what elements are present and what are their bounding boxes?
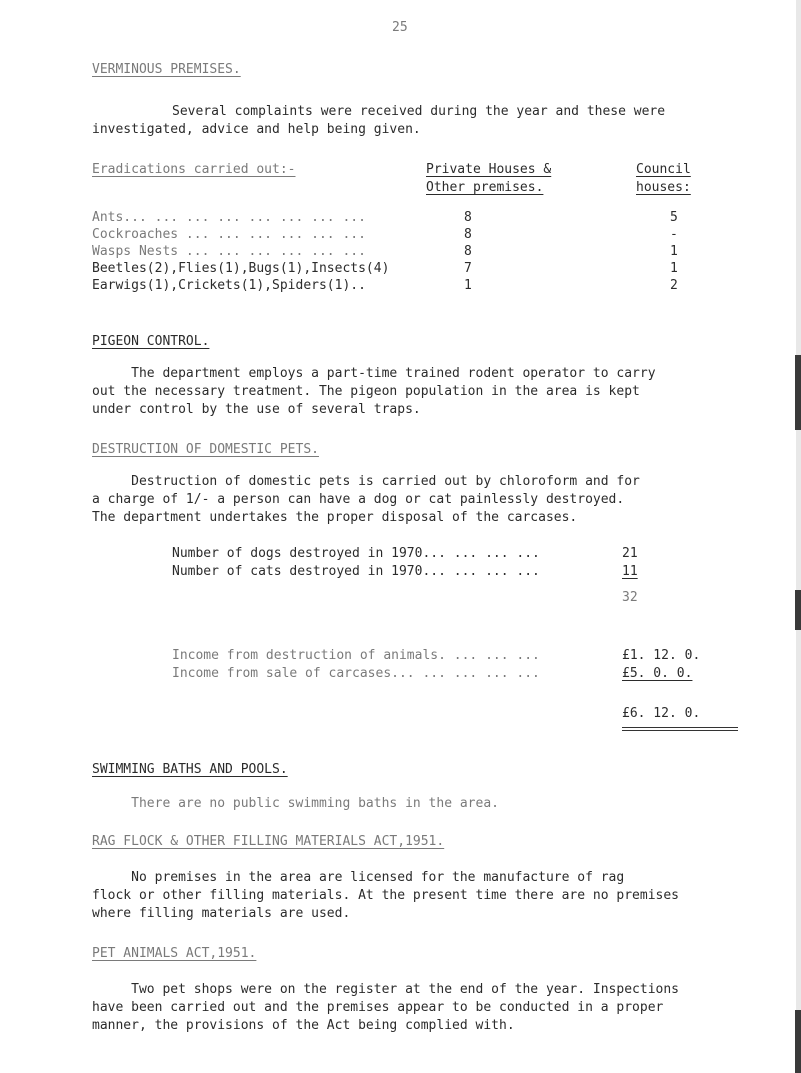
row-label: Wasps Nests ... ... ... ... ... ... bbox=[92, 244, 366, 259]
pigeon-para-line: The department employs a part-time trained rodent operator to carry bbox=[92, 366, 656, 381]
row-council-value: 1 bbox=[670, 261, 678, 276]
pets-para-line: Destruction of domestic pets is carried out by chloroform and for bbox=[92, 474, 640, 489]
section-heading-rag-flock: RAG FLOCK & OTHER FILLING MATERIALS ACT,1951. bbox=[92, 834, 445, 849]
income-total: £6. 12. 0. bbox=[622, 706, 701, 721]
row-council-value: 5 bbox=[670, 210, 678, 225]
cats-destroyed-value: 11 bbox=[622, 564, 638, 579]
row-label: Beetles(2),Flies(1),Bugs(1),Insects(4) bbox=[92, 261, 390, 276]
row-label: Cockroaches ... ... ... ... ... ... bbox=[92, 227, 366, 242]
income-carcases-value: £5. 0. 0. bbox=[622, 666, 693, 681]
column-header-council: houses: bbox=[636, 180, 691, 195]
rag-flock-para-line: flock or other filling materials. At the present time there are no premises bbox=[92, 888, 679, 903]
row-private-value: 8 bbox=[464, 227, 472, 242]
verminous-para-line: Several complaints were received during the year and these were bbox=[172, 104, 666, 119]
scan-edge bbox=[796, 0, 801, 1073]
section-heading-pet-animals: PET ANIMALS ACT,1951. bbox=[92, 946, 257, 961]
section-heading-verminous: VERMINOUS PREMISES. bbox=[92, 62, 241, 77]
swimming-para: There are no public swimming baths in the area. bbox=[92, 796, 499, 811]
column-header-private: Private Houses & bbox=[426, 162, 552, 177]
income-destruction-label: Income from destruction of animals. ... ... ... bbox=[172, 648, 540, 663]
pigeon-para-line: under control by the use of several traps. bbox=[92, 402, 421, 417]
pet-animals-para-line: have been carried out and the premises appear to be conducted in a proper bbox=[92, 1000, 664, 1015]
cats-destroyed-label: Number of cats destroyed in 1970... ... ... ... bbox=[172, 564, 540, 579]
scan-edge-dark bbox=[795, 355, 801, 430]
column-header-council: Council bbox=[636, 162, 691, 177]
column-header-private: Other premises. bbox=[426, 180, 544, 195]
row-private-value: 1 bbox=[464, 278, 472, 293]
income-destruction-value: £1. 12. 0. bbox=[622, 648, 701, 663]
animals-total: 32 bbox=[622, 590, 638, 605]
pet-animals-para-line: Two pet shops were on the register at the end of the year. Inspections bbox=[92, 982, 679, 997]
income-carcases-label: Income from sale of carcases... ... ... ... ... bbox=[172, 666, 540, 681]
double-underline bbox=[622, 730, 738, 731]
page-number: 25 bbox=[392, 20, 408, 35]
section-heading-pets: DESTRUCTION OF DOMESTIC PETS. bbox=[92, 442, 319, 457]
pigeon-para-line: out the necessary treatment. The pigeon population in the area is kept bbox=[92, 384, 640, 399]
rag-flock-para-line: No premises in the area are licensed for the manufacture of rag bbox=[92, 870, 625, 885]
scan-edge-dark bbox=[795, 1010, 801, 1073]
row-council-value: 2 bbox=[670, 278, 678, 293]
section-heading-pigeon: PIGEON CONTROL. bbox=[92, 334, 210, 349]
row-council-value: - bbox=[670, 227, 678, 242]
row-label: Ants... ... ... ... ... ... ... ... bbox=[92, 210, 366, 225]
row-private-value: 7 bbox=[464, 261, 472, 276]
eradications-label: Eradications carried out:- bbox=[92, 162, 296, 177]
pet-animals-para-line: manner, the provisions of the Act being complied with. bbox=[92, 1018, 515, 1033]
scan-edge-dark bbox=[795, 590, 801, 630]
dogs-destroyed-label: Number of dogs destroyed in 1970... ... ... ... bbox=[172, 546, 540, 561]
section-heading-swimming: SWIMMING BATHS AND POOLS. bbox=[92, 762, 288, 777]
row-council-value: 1 bbox=[670, 244, 678, 259]
row-label: Earwigs(1),Crickets(1),Spiders(1).. bbox=[92, 278, 366, 293]
pets-para-line: a charge of 1/- a person can have a dog or cat painlessly destroyed. bbox=[92, 492, 625, 507]
pets-para-line: The department undertakes the proper disposal of the carcases. bbox=[92, 510, 578, 525]
verminous-para-line: investigated, advice and help being given. bbox=[92, 122, 421, 137]
row-private-value: 8 bbox=[464, 210, 472, 225]
rag-flock-para-line: where filling materials are used. bbox=[92, 906, 351, 921]
double-underline bbox=[622, 727, 738, 728]
dogs-destroyed-value: 21 bbox=[622, 546, 638, 561]
row-private-value: 8 bbox=[464, 244, 472, 259]
